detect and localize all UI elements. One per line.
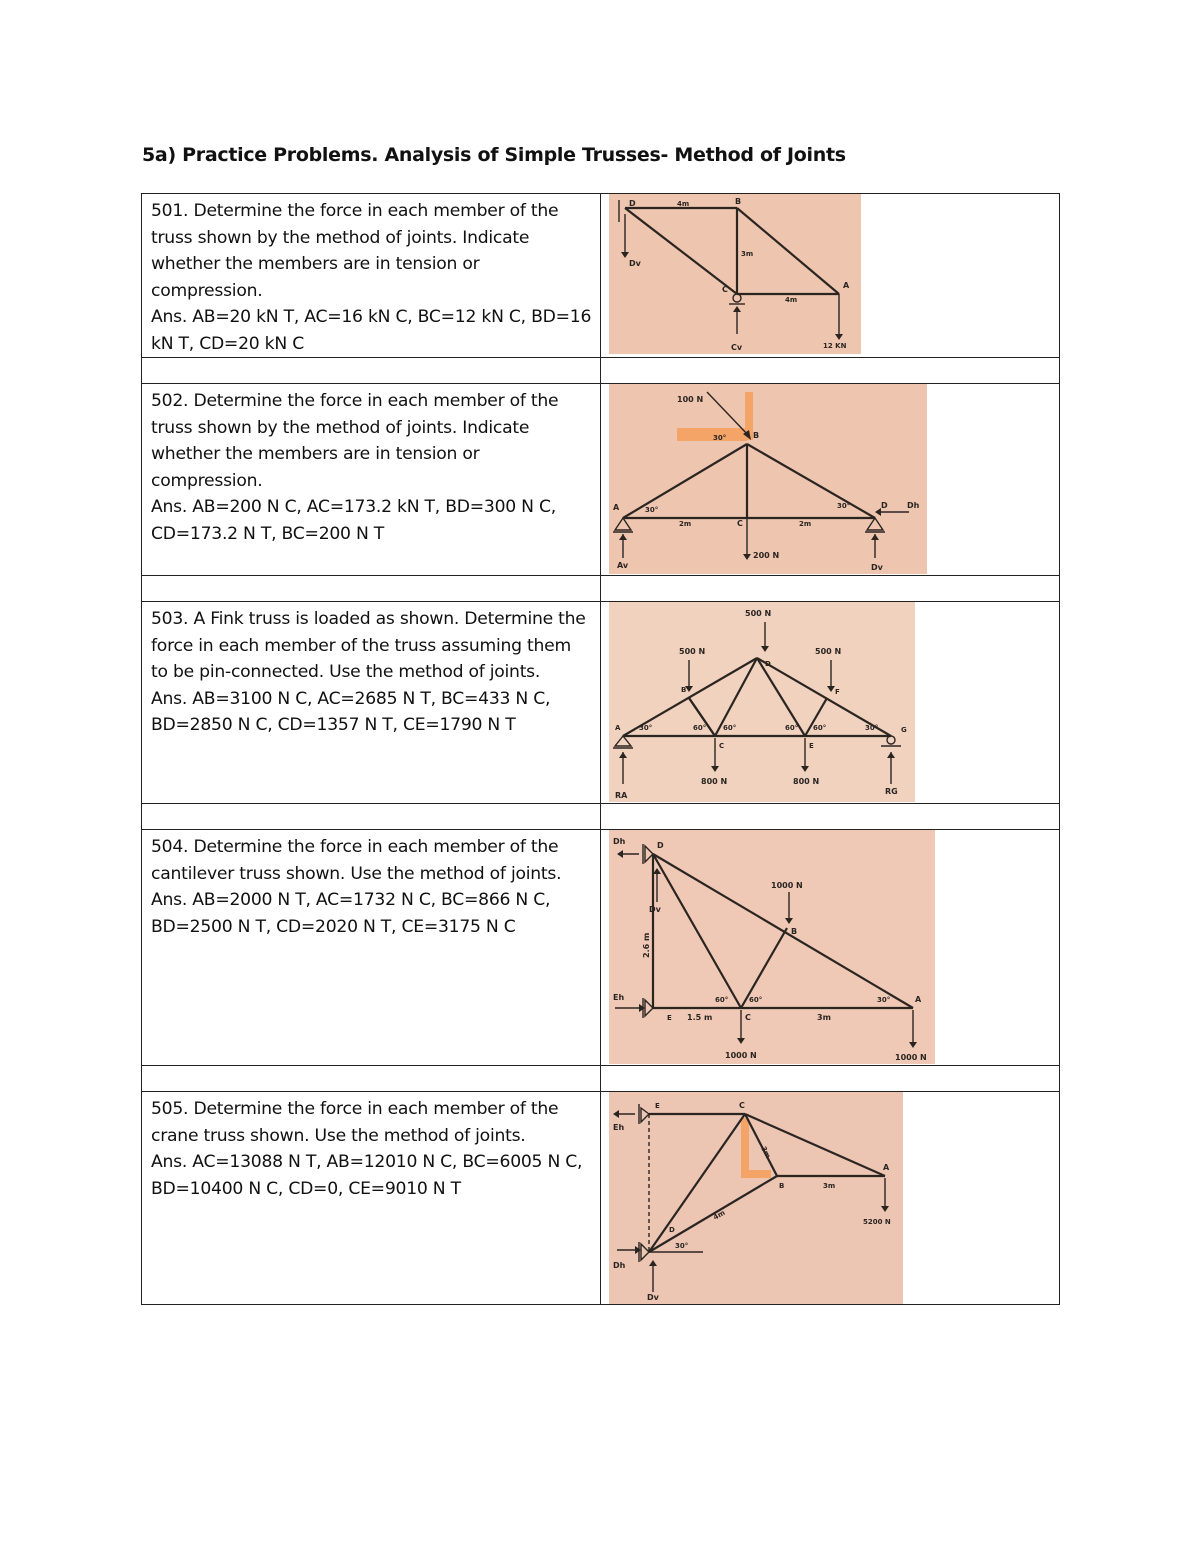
figure-label: Dv bbox=[871, 563, 883, 572]
figure-label: 1000 N bbox=[771, 881, 803, 890]
figure-label: 1000 N bbox=[725, 1051, 757, 1060]
figure-label: D bbox=[669, 1226, 675, 1234]
figure-label: E bbox=[667, 1014, 672, 1022]
figure-label: E bbox=[655, 1102, 660, 1110]
figure-label: A bbox=[615, 724, 621, 732]
figure-label: 60° bbox=[723, 724, 737, 732]
figure-label: Av bbox=[617, 561, 629, 570]
problem-statement: 501. Determine the force in each member of the truss shown by the method of joints. Indicate whether the members are in tension or compression. bbox=[151, 201, 559, 301]
figure-label: Cv bbox=[731, 343, 743, 352]
problem-text-cell bbox=[142, 602, 601, 804]
figure-label: B bbox=[779, 1182, 785, 1190]
figure-label: 30° bbox=[865, 724, 879, 732]
truss-figure-504 bbox=[609, 830, 935, 1064]
figure-label: 3m bbox=[759, 1145, 773, 1160]
problem-answer: Ans. AB=200 N C, AC=173.2 kN T, BD=300 N C, CD=173.2 N T, BC=200 N T bbox=[151, 497, 556, 544]
figure-label: 500 N bbox=[815, 647, 842, 656]
figure-label: A bbox=[613, 503, 620, 512]
problem-statement: 502. Determine the force in each member of the truss shown by the method of joints. Indicate whether the members are in tension or compression. bbox=[151, 391, 559, 491]
figure-label: Dv bbox=[647, 1293, 659, 1302]
figure-label: 30° bbox=[639, 724, 653, 732]
figure-label: 30° bbox=[713, 434, 727, 442]
problem-statement: 504. Determine the force in each member of the cantilever truss shown. Use the method of joints. bbox=[151, 837, 562, 884]
spacer-row bbox=[142, 804, 1060, 830]
figure-label: 60° bbox=[813, 724, 827, 732]
truss-figure-503 bbox=[609, 602, 915, 802]
figure-label: B bbox=[753, 431, 760, 440]
figure-label: C bbox=[719, 742, 725, 750]
spacer-row bbox=[142, 576, 1060, 602]
problem-figure-cell bbox=[601, 830, 1060, 1066]
figure-label: Dh bbox=[613, 1261, 626, 1270]
figure-label: 4m bbox=[785, 296, 798, 304]
figure-label: Dv bbox=[629, 259, 641, 268]
figure-label: 1.5 m bbox=[687, 1013, 713, 1022]
figure-label: Dh bbox=[613, 837, 626, 846]
problem-figure-cell bbox=[601, 1092, 1060, 1305]
figure-label: C bbox=[745, 1013, 751, 1022]
figure-label: Eh bbox=[613, 1123, 625, 1132]
figure-label: C bbox=[737, 519, 743, 528]
figure-label: 500 N bbox=[745, 609, 772, 618]
figure-label: A bbox=[883, 1163, 890, 1172]
figure-label: D bbox=[881, 501, 888, 510]
figure-label: 60° bbox=[715, 996, 729, 1004]
problem-text-cell bbox=[142, 194, 601, 358]
table-row bbox=[142, 830, 1060, 1066]
figure-label: A bbox=[843, 281, 850, 290]
figure-label: G bbox=[901, 726, 907, 734]
figure-label: 2m bbox=[799, 520, 812, 528]
table-row bbox=[142, 194, 1060, 358]
problem-text-cell bbox=[142, 1092, 601, 1305]
problem-figure-cell bbox=[601, 384, 1060, 576]
figure-label: C bbox=[739, 1101, 745, 1110]
figure-label: B bbox=[681, 686, 687, 694]
figure-label: 30° bbox=[837, 502, 851, 510]
truss-figure-505 bbox=[609, 1092, 903, 1304]
table-row bbox=[142, 602, 1060, 804]
truss-figure-501 bbox=[609, 194, 861, 354]
figure-label: B bbox=[735, 197, 742, 206]
figure-label: 30° bbox=[877, 996, 891, 1004]
figure-label: 60° bbox=[693, 724, 707, 732]
figure-label: 4m bbox=[712, 1208, 727, 1222]
problem-answer: Ans. AB=3100 N C, AC=2685 N T, BC=433 N C, BD=2850 N C, CD=1357 N T, CE=1790 N T bbox=[151, 688, 551, 735]
problem-text-cell bbox=[142, 384, 601, 576]
problems-table bbox=[141, 193, 1060, 1305]
problem-statement: 505. Determine the force in each member of the crane truss shown. Use the method of joints. bbox=[151, 1099, 559, 1146]
figure-label: RA bbox=[615, 791, 628, 800]
figure-label: Eh bbox=[613, 993, 625, 1002]
figure-label: A bbox=[915, 995, 922, 1004]
problem-text-cell bbox=[142, 830, 601, 1066]
figure-label: 100 N bbox=[677, 395, 704, 404]
figure-label: 30° bbox=[645, 506, 659, 514]
figure-label: 800 N bbox=[701, 777, 728, 786]
figure-label: 12 KN bbox=[823, 342, 847, 350]
page-title: 5a) Practice Problems. Analysis of Simple Trusses- Method of Joints bbox=[142, 144, 846, 166]
problem-answer: Ans. AC=13088 N T, AB=12010 N C, BC=6005 N C, BD=10400 N C, CD=0, CE=9010 N T bbox=[151, 1152, 583, 1199]
table-row bbox=[142, 1092, 1060, 1305]
figure-label: 1000 N bbox=[895, 1053, 927, 1062]
figure-label: F bbox=[835, 688, 840, 696]
figure-label: 3m bbox=[823, 1182, 836, 1190]
figure-label: 30° bbox=[675, 1242, 689, 1250]
figure-label: 800 N bbox=[793, 777, 820, 786]
problem-answer: Ans. AB=20 kN T, AC=16 kN C, BC=12 kN C, BD=16 kN T, CD=20 kN C bbox=[151, 307, 592, 354]
problem-answer: Ans. AB=2000 N T, AC=1732 N C, BC=866 N C, BD=2500 N T, CD=2020 N T, CE=3175 N C bbox=[151, 890, 551, 937]
figure-label: RG bbox=[885, 787, 898, 796]
figure-label: E bbox=[809, 742, 814, 750]
figure-label: 3m bbox=[741, 250, 754, 258]
spacer-row bbox=[142, 358, 1060, 384]
figure-label: 60° bbox=[749, 996, 763, 1004]
figure-label: D bbox=[657, 841, 664, 850]
figure-label: 5200 N bbox=[863, 1218, 891, 1226]
figure-label: 500 N bbox=[679, 647, 706, 656]
figure-label: 2m bbox=[679, 520, 692, 528]
figure-label: 60° bbox=[785, 724, 799, 732]
figure-label: C bbox=[722, 285, 728, 294]
figure-label: 200 N bbox=[753, 551, 780, 560]
figure-label: B bbox=[791, 927, 798, 936]
figure-label: D bbox=[629, 199, 636, 208]
figure-label: D bbox=[765, 660, 771, 668]
truss-figure-502 bbox=[609, 384, 927, 574]
figure-label: Dh bbox=[907, 501, 920, 510]
spacer-row bbox=[142, 1066, 1060, 1092]
problem-figure-cell bbox=[601, 602, 1060, 804]
problem-figure-cell bbox=[601, 194, 1060, 358]
figure-label: 4m bbox=[677, 200, 690, 208]
figure-label: Dv bbox=[649, 905, 661, 914]
figure-label: 3m bbox=[817, 1013, 831, 1022]
figure-label: 2.6 m bbox=[642, 932, 651, 958]
problem-statement: 503. A Fink truss is loaded as shown. Determine the force in each member of the truss assuming them to be pin-connected. Use the method of joints. bbox=[151, 609, 586, 682]
table-row bbox=[142, 384, 1060, 576]
